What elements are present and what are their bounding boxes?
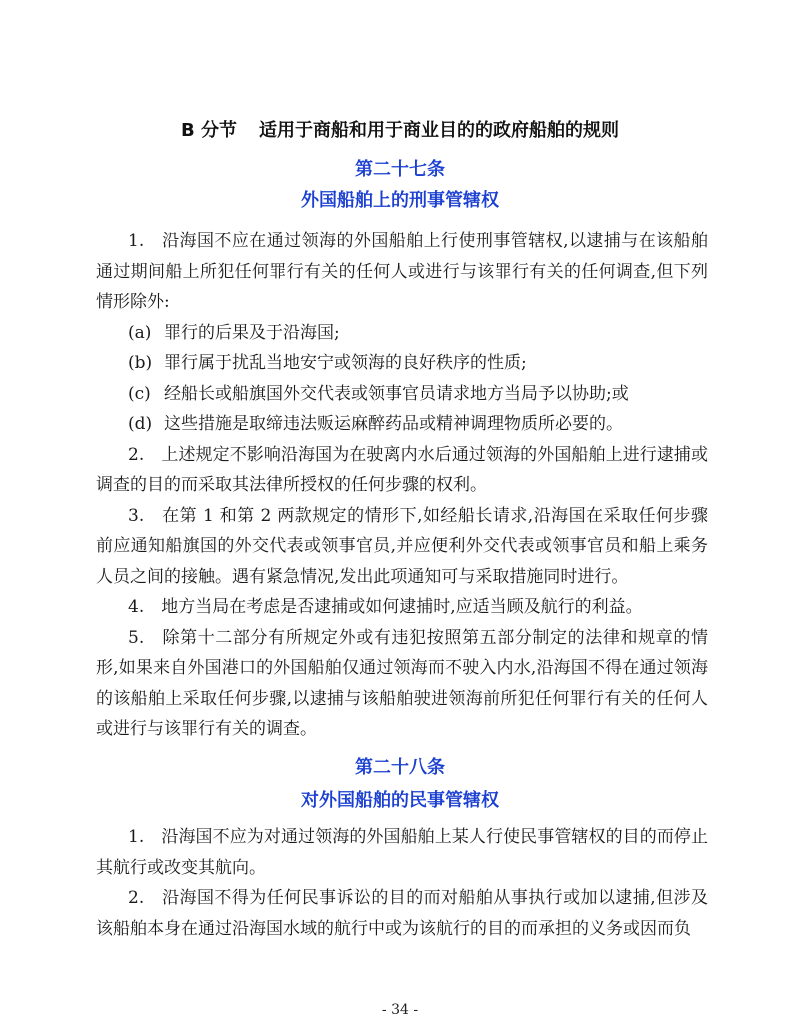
section-heading (0, 116, 800, 142)
list-item-b: (b) 罪行属于扰乱当地安宁或领海的良好秩序的性质; (128, 353, 527, 373)
page-number: - 34 - (381, 1002, 419, 1018)
article-27-paragraph-3: 3. 在第 1 和第 2 两款规定的情形下,如经船长请求,沿海国在采取任何步骤前应通知船旗国的外交代表或领事官员,并应便利外交代表或领事官员和船上乘务人员之间的接触。遇有紧急情况,发出此项通知可与采取措施同时进行。 (96, 505, 708, 587)
list-item-d: (d) 这些措施是取缔违法贩运麻醉药品或精神调理物质所必要的。 (128, 414, 623, 434)
article-28-body (96, 822, 708, 944)
article-27-paragraph-4: 4. 地方当局在考虑是否逮捕或如何逮捕时,应适当顾及航行的利益。 (128, 597, 643, 617)
article-27-paragraph-2: 2. 上述规定不影响沿海国为在驶离内水后通过领海的外国船舶上进行逮捕或调查的目的而采取其法律所授权的任何步骤的权利。 (96, 444, 708, 495)
article-28-paragraph-2: 2. 沿海国不得为任何民事诉讼的目的而对船舶从事执行或加以逮捕,但涉及该船舶本身在通过沿海国水域的航行中或为该航行的目的而承担的义务或因而负 (96, 888, 708, 939)
article-27-paragraph-5: 5. 除第十二部分有所规定外或有违犯按照第五部分制定的法律和规章的情形,如果来自外国港口的外国船舶仅通过领海而不驶入内水,沿海国不得在通过领海的该船舶上采取任何步骤,以逮捕与该船舶驶进领海前所犯任何罪行有关的任何人或进行与该罪行有关的调查。 (96, 627, 708, 739)
article-27-number: 第二十七条 (355, 159, 445, 180)
article-28-number: 第二十八条 (355, 757, 445, 778)
section-label: B 分节 (181, 120, 237, 141)
article-27-title: 外国船舶上的刑事管辖权 (301, 190, 499, 211)
section-title: 适用于商船和用于商业目的的政府船舶的规则 (259, 120, 619, 141)
list-item-a: (a) 罪行的后果及于沿海国; (128, 322, 340, 343)
article-27-paragraph-1: 1. 沿海国不应在通过领海的外国船舶上行使刑事管辖权,以逮捕与在该船舶通过期间船上所犯任何罪行有关的任何人或进行与该罪行有关的任何调查,但下列情形除外: (96, 231, 708, 312)
article-28-paragraph-1: 1. 沿海国不应为对通过领海的外国船舶上某人行使民事管辖权的目的而停止其航行或改变其航向。 (96, 827, 708, 878)
article-28-title: 对外国船舶的民事管辖权 (301, 790, 499, 811)
list-item-c: (c) 经船长或船旗国外交代表或领事官员请求地方当局予以协助;或 (128, 383, 629, 404)
article-27-body (96, 226, 708, 745)
